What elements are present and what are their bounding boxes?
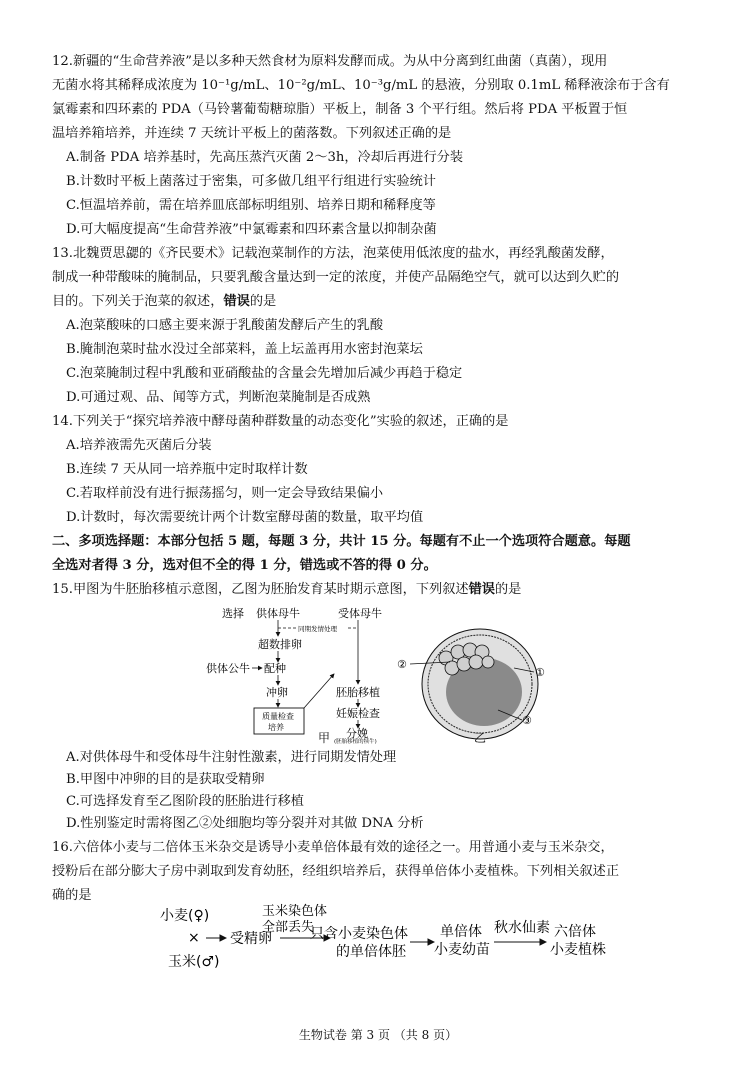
marker-3: ③ [522,714,532,727]
q13-stem-text: 目的。下列关于泡菜的叙述， [52,294,224,309]
q15-option-a: A.对供体母牛和受体母牛注射性激素，进行同期发情处理 [66,750,397,765]
corn-chrom-label-1: 玉米染色体 [262,904,328,919]
delivery-note: (胚胎移植的犊牛) [334,739,377,744]
mating-label: 配种 [264,662,286,675]
corn-chrom-label-2: 全部丢失 [262,920,315,935]
q15-emphasis: 错误 [468,582,495,597]
wheat-female-label: 小麦(♀) [160,908,210,924]
q13-option-b: B.腌制泡菜时盐水没过全部菜料，盖上坛盖再用水密封泡菜坛 [66,342,423,357]
select-label: 选择 [222,607,244,620]
q13-stem-line2: 制成一种带酸味的腌制品，只要乳酸含量达到一定的浓度，并使产品隔绝空气，就可以达到久贮的 [52,270,620,285]
embryo-transfer-diagram [200,604,420,744]
cross-symbol: × [188,930,200,946]
donor-bull-label: 供体公牛 [206,662,250,675]
embryo-label-2: 的单倍体胚 [336,944,406,960]
flushing-label: 冲卵 [266,686,288,699]
q13-emphasis: 错误 [223,294,250,309]
q12-stem-line3: 氯霉素和四环素的 PDA（马铃薯葡萄糖琼脂）平板上，制备 3 个平行组。然后将 PDA 平板置于恒 [52,102,628,117]
q14-option-d: D.计数时，每次需要统计两个计数室酵母菌的数量，取平均值 [66,510,424,525]
q13-stem-line1: 13.北魏贾思勰的《齐民要术》记载泡菜制作的方法，泡菜使用低浓度的盐水，再经乳酸菌发酵， [52,246,614,261]
fertilized-egg-label: 受精卵 [230,931,272,947]
q13-option-c: C.泡菜腌制过程中乳酸和亚硝酸盐的含量会先增加后减少再趋于稳定 [66,366,463,381]
culture-label: 培养 [268,723,284,732]
pregnancy-check-label: 妊娠检查 [336,707,380,720]
diagram-jia-label: 甲 [318,731,331,745]
q15-stem-end: 的是 [494,582,522,597]
q12-option-b: B.计数时平板上菌落过于密集，可多做几组平行组进行实验统计 [66,174,436,189]
q13-option-a: A.泡菜酸味的口感主要来源于乳酸菌发酵后产生的乳酸 [66,318,384,333]
q12-option-d: D.可大幅度提高“生命营养液”中氯霉素和四环素含量以抑制杂菌 [66,222,437,237]
q15-option-c: C.可选择发育至乙图阶段的胚胎进行移植 [66,794,304,809]
hexaploid-plant-label-1: 六倍体 [554,924,596,940]
recipient-cow-label: 受体母牛 [338,607,382,620]
corn-male-label: 玉米(♂) [168,954,220,970]
q15-stem-text: 15.甲图为牛胚胎移植示意图，乙图为胚胎发育某时期示意图，下列叙述 [52,582,469,597]
q12-option-a: A.制备 PDA 培养基时，先高压蒸汽灭菌 2～3h，冷却后再进行分装 [66,150,464,165]
q16-stem-line1: 16.六倍体小麦与二倍体玉米杂交是诱导小麦单倍体最有效的途径之一。用普通小麦与玉米杂交， [52,840,614,855]
cell [469,655,483,669]
q14-stem: 14.下列关于“探究培养液中酵母菌种群数量的动态变化”实验的叙述，正确的是 [52,414,509,429]
q13-stem-end: 的是 [249,294,277,309]
q13-option-d: D.可通过观、品、闻等方式，判断泡菜腌制是否成熟 [66,390,371,405]
marker-1: ① [535,666,545,679]
delivery-label: 分娩 [346,727,368,740]
q12-option-c: C.恒温培养前，需在培养皿底部标明组别、培养日期和稀释度等 [66,198,436,213]
q15-option-b: B.甲图中冲卵的目的是获取受精卵 [66,772,265,787]
q15-option-d: D.性别鉴定时需将图乙②处细胞均等分裂并对其做 DNA 分析 [66,816,424,831]
q14-option-c: C.若取样前没有进行振荡摇匀，则一定会导致结果偏小 [66,486,384,501]
arrow-check-to-transfer [304,674,334,708]
seedling-label-1: 单倍体 [440,924,482,940]
q12-stem-line1: 12.新疆的“生命营养液”是以多种天然食材为原料发酵而成。为从中分离到红曲菌（真菌），现用 [52,54,608,69]
embryo-label-1: 只含小麦染色体 [310,926,408,942]
diagram-yi-label: 乙 [474,731,487,745]
q12-stem-line2: 无菌水将其稀释成浓度为 10⁻¹g/mL、10⁻²g/mL、10⁻³g/mL 的悬液，分别取 0.1mL 稀释液涂布于含有 [52,78,670,93]
q12-stem-line4: 温培养箱培养，并连续 7 天统计平板上的菌落数。下列叙述正确的是 [52,126,452,141]
seedling-label-2: 小麦幼苗 [434,942,490,958]
cell [482,656,494,668]
hexaploid-plant-label-2: 小麦植株 [550,942,606,958]
q14-option-a: A.培养液需先灭菌后分装 [66,438,212,453]
page-footer: 生物试卷 第 3 页 （共 8 页） [298,1028,458,1042]
transfer-label: 胚胎移植 [336,686,380,699]
q16-stem-line2: 授粉后在部分膨大子房中剥取到发育幼胚，经组织培养后，获得单倍体小麦植株。下列相关叙述正 [52,864,620,879]
section2-heading-line2: 全选对者得 3 分，选对但不全的得 1 分，错选或不答的得 0 分。 [52,558,437,573]
superovulation-label: 超数排卵 [258,638,302,651]
q13-stem-line3 [52,292,276,312]
section2-heading-line1: 二、多项选择题：本部分包括 5 题，每题 3 分，共计 15 分。每题有不止一个选项符合题意。每题 [52,534,631,549]
q14-option-b: B.连续 7 天从同一培养瓶中定时取样计数 [66,462,308,477]
q16-stem-line3: 确的是 [52,888,92,903]
sync-label: 同期发情处理 [298,625,337,633]
colchicine-label: 秋水仙素 [494,920,550,936]
blastocyst-diagram [394,620,554,745]
marker-2: ② [397,658,407,671]
q15-stem [52,580,521,600]
haploid-wheat-flow-diagram [150,902,610,984]
quality-check-label: 质量检查 [262,712,294,721]
donor-cow-label: 供体母牛 [256,607,300,620]
